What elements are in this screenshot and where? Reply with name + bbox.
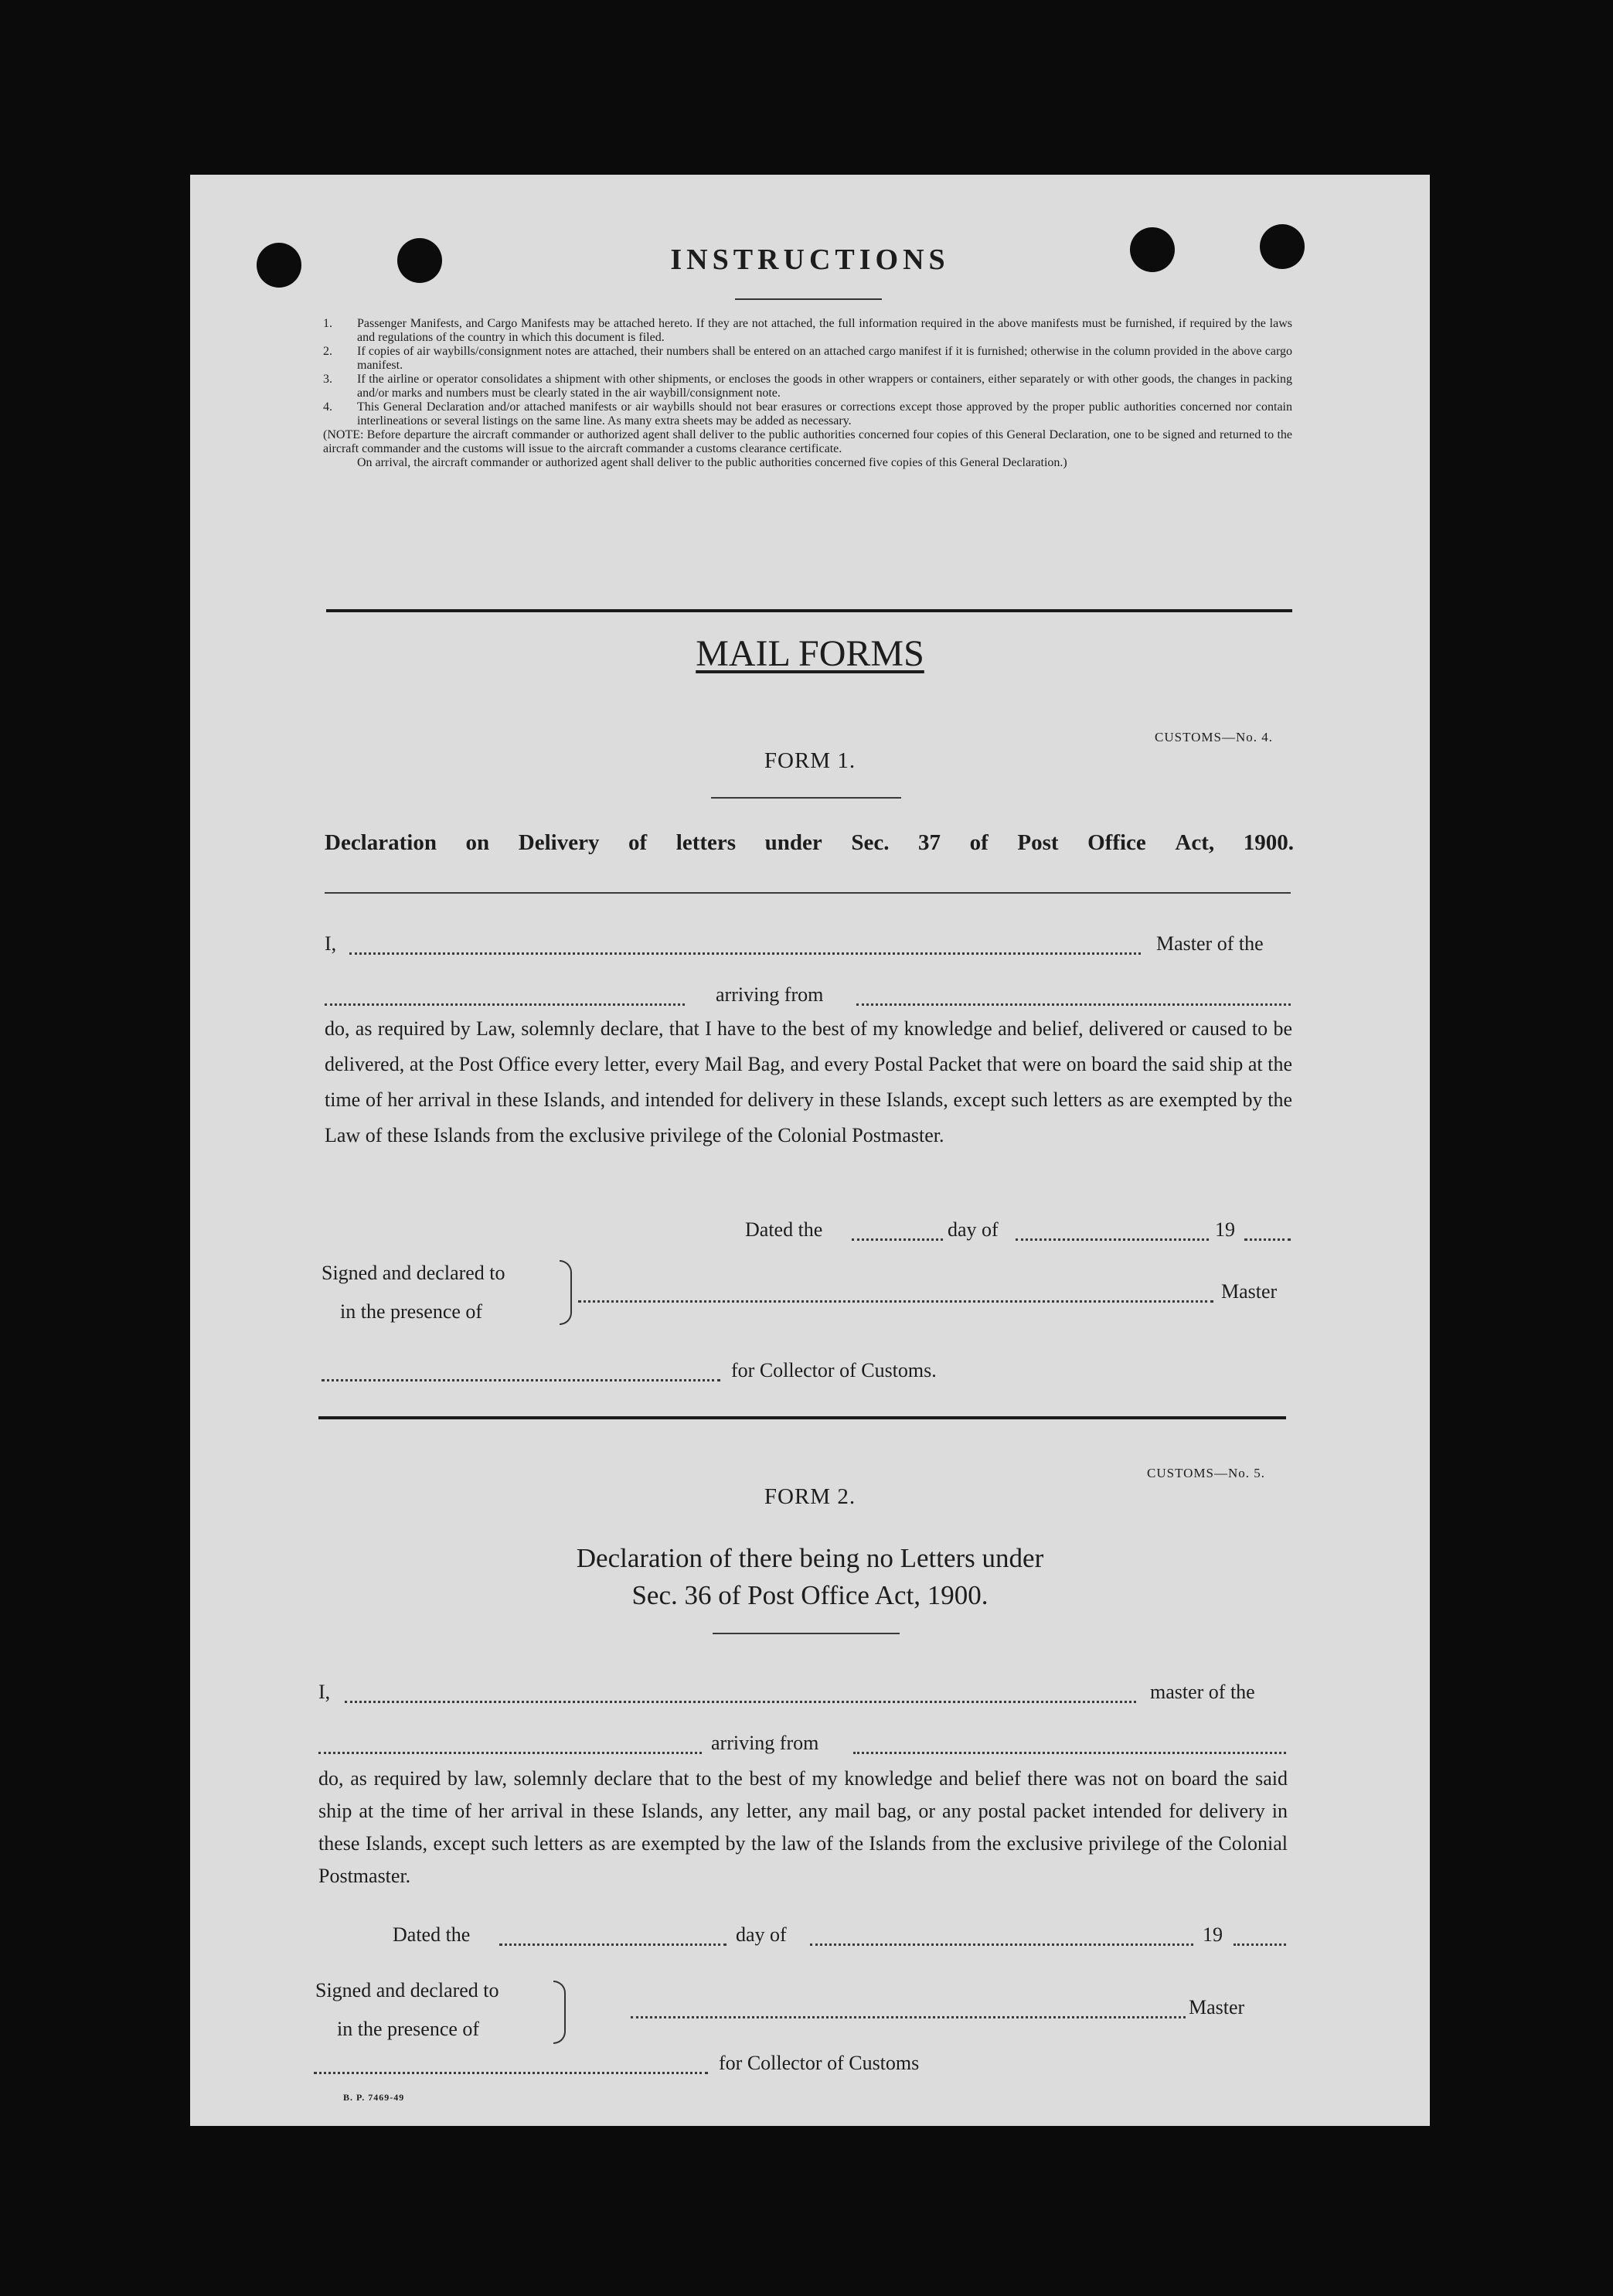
instructions-underline — [735, 298, 882, 300]
form2-signed-line2: in the presence of — [337, 2018, 480, 2040]
instruction-item: 2. If copies of air waybills/consignment notes are attached, their numbers shall be entered on an attached cargo manifest if it is furnished; otherwise in the column provided in the above cargo manifest. — [323, 345, 1292, 372]
form2-year: 19 — [1203, 1923, 1223, 1946]
form1-year-field[interactable] — [1244, 1238, 1291, 1241]
form2-declaration-line1: Declaration of there being no Letters under — [576, 1543, 1044, 1573]
form1-declaration-title: Declaration on Delivery of letters under Sec. 37 of Post Office Act, 1900. — [325, 830, 1294, 855]
form2-declaration-line2: Sec. 36 of Post Office Act, 1900. — [631, 1580, 989, 1610]
form2-heading: FORM 2. — [764, 1484, 856, 1509]
form1-declaration-paragraph: do, as required by Law, solemnly declare, that I have to the best of my knowledge and belief, delivered or caused to be delivered, at the Post Office every letter, every Mail Bag, and every Postal Packet that were on board the said ship at the time of her arrival in these Islands, and intended for delivery in these Islands, except such letters as are exempted by the Law of these Islands from the exclusive privilege of the Colonial Postmaster. — [325, 1017, 1292, 1146]
form1-origin-field[interactable] — [856, 1003, 1291, 1006]
form1-dated-the: Dated the — [745, 1218, 823, 1241]
mail-forms-title: MAIL FORMS — [696, 633, 924, 674]
form2-month-field[interactable] — [810, 1943, 1193, 1946]
form2-dated-the: Dated the — [393, 1923, 471, 1946]
form2-signed-line1: Signed and declared to — [315, 1979, 499, 2001]
instruction-note: (NOTE: Before departure the aircraft commander or authorized agent shall deliver to the public authorities concerned four copies of this General Declaration, one to be signed and returned to the aircraft commander and the customs will issue to the aircraft commander a customs clearance certificate. — [323, 428, 1292, 455]
form2-declaration-paragraph: do, as required by law, solemnly declare that to the best of my knowledge and belief there was not on board the said ship at the time of her arrival in these Islands, any letter, any mail bag, or any postal packet intended for delivery in these Islands, except such letters as are exempted by the law of the Islands from the exclusive privilege of the Colonial Postmaster. — [318, 1767, 1288, 1887]
instructions-title: INSTRUCTIONS — [670, 244, 950, 276]
form1-date-field[interactable] — [852, 1238, 943, 1241]
form1-title-rule — [325, 892, 1291, 894]
form2-day-of: day of — [736, 1923, 787, 1946]
form2-for-collector: for Collector of Customs — [719, 2052, 920, 2074]
form1-collector-field[interactable] — [322, 1379, 720, 1381]
form2-signature-field[interactable] — [631, 2016, 1186, 2018]
form1-for-collector: for Collector of Customs. — [731, 1359, 937, 1381]
form1-i-label: I, — [325, 932, 337, 955]
form1-year: 19 — [1215, 1218, 1235, 1241]
form2-brace — [553, 1981, 566, 2044]
form1-day-of: day of — [948, 1218, 999, 1241]
form1-heading: FORM 1. — [764, 748, 856, 773]
instructions-list — [323, 317, 1292, 470]
form1-master-label: Master — [1221, 1280, 1278, 1303]
form1-customs-number: CUSTOMS—No. 4. — [1155, 730, 1274, 744]
form2-origin-field[interactable] — [853, 1752, 1286, 1754]
instruction-item: 3. If the airline or operator consolidates a shipment with other shipments, or encloses the goods in other wrappers or containers, either separately or with other goods, the changes in packing and/or marks and numbers must be clearly stated in the air waybill/consignment note. — [323, 373, 1292, 400]
form1-signed-line2: in the presence of — [340, 1300, 483, 1323]
form2-arriving-from: arriving from — [711, 1732, 819, 1754]
instruction-note-continued: On arrival, the aircraft commander or authorized agent shall deliver to the public authorities concerned five copies of this General Declaration.) — [357, 456, 1067, 469]
form2-i-label: I, — [318, 1681, 331, 1703]
form2-customs-number: CUSTOMS—No. 5. — [1147, 1466, 1266, 1480]
form2-declaration-title — [190, 1540, 1430, 1614]
form1-name-field[interactable] — [349, 952, 1141, 955]
form1-signature-field[interactable] — [578, 1300, 1213, 1303]
instruction-item: 4. This General Declaration and/or attached manifests or air waybills should not bear erasures or corrections except those approved by the proper public authorities concerned nor contain interlineations or several listings on the same line. As many extra sheets may be added as necessary. — [323, 400, 1292, 428]
form2-date-field[interactable] — [499, 1943, 727, 1946]
section-divider — [326, 609, 1292, 612]
form1-arriving-from: arriving from — [716, 983, 824, 1006]
form2-master-of-the: master of the — [1150, 1681, 1255, 1703]
form2-name-field[interactable] — [345, 1701, 1136, 1703]
form1-ship-field[interactable] — [325, 1003, 685, 1006]
form1-month-field[interactable] — [1016, 1238, 1209, 1241]
form1-heading-underline — [711, 797, 901, 799]
document-page — [190, 175, 1430, 2126]
form2-heading-underline — [713, 1633, 900, 1634]
form2-master-label: Master — [1189, 1996, 1245, 2018]
form2-ship-field[interactable] — [318, 1752, 702, 1754]
form1-master-of-the: Master of the — [1156, 932, 1264, 955]
form1-brace — [560, 1260, 572, 1325]
form-divider — [318, 1416, 1286, 1419]
print-code: B. P. 7469-49 — [343, 2092, 405, 2103]
instruction-item: 1. Passenger Manifests, and Cargo Manifests may be attached hereto. If they are not attached, the full information required in the above manifests must be furnished, if required by the laws and regulations of the country in which this document is filed. — [323, 317, 1292, 344]
form2-year-field[interactable] — [1234, 1943, 1286, 1946]
form1-signed-line1: Signed and declared to — [322, 1262, 505, 1284]
form2-collector-field[interactable] — [314, 2072, 708, 2074]
